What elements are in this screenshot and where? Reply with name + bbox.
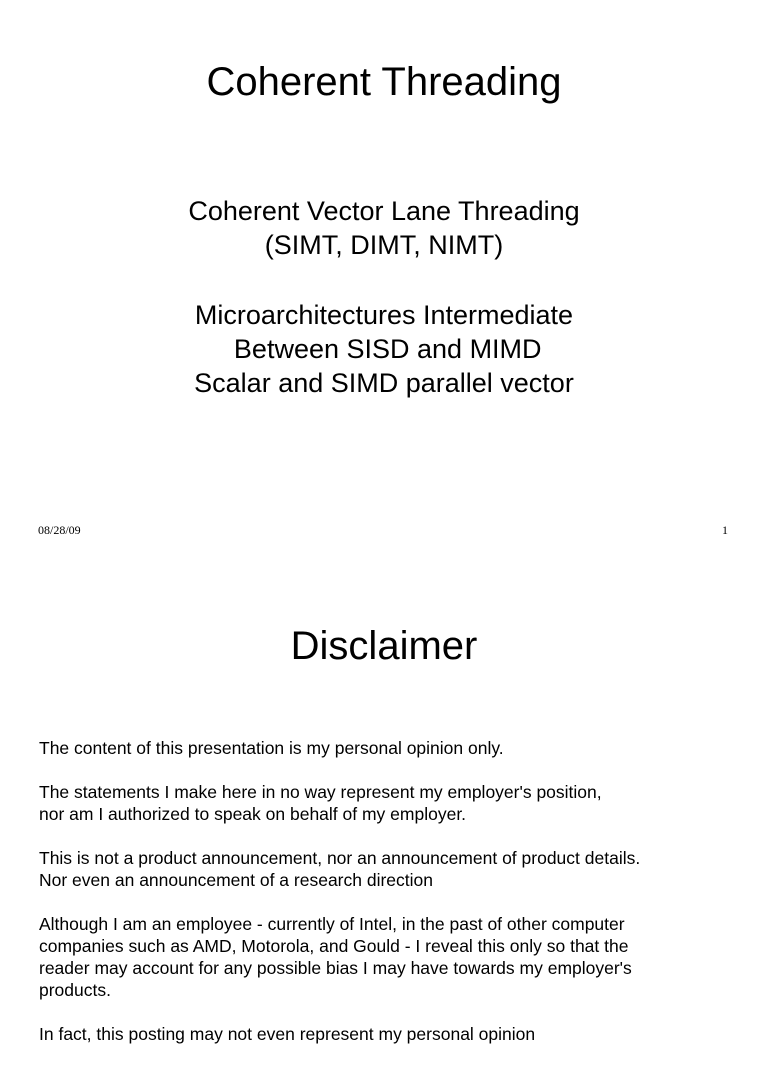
paragraph-line: This is not a product announcement, nor an announcement of product details. [39, 848, 641, 868]
subtitle-line: (SIMT, DIMT, NIMT) [264, 230, 504, 260]
paragraph [39, 913, 739, 1001]
paragraph-line: In fact, this posting may not even represent my personal opinion [39, 1024, 536, 1044]
disclaimer-body [39, 737, 739, 1067]
slide-2 [0, 560, 768, 1044]
subtitle-line: Between SISD and MIMD [226, 334, 542, 364]
slide-title: Disclaimer [290, 624, 478, 668]
paragraph-line: reader may account for any possible bias I may have towards my employer's [39, 958, 632, 978]
paragraph-line: The statements I make here in no way represent my employer's position, [39, 782, 602, 802]
subtitle-group-2 [0, 298, 768, 400]
subtitle-line: Scalar and SIMD parallel vector [194, 368, 574, 398]
paragraph-line: Nor even an announcement of a research direction [39, 870, 433, 890]
paragraph-line: products. [39, 980, 111, 1000]
paragraph-line: Although I am an employee - currently of Intel, in the past of other computer [39, 914, 625, 934]
subtitle-line: Microarchitectures Intermediate [194, 300, 574, 330]
subtitle-line: Coherent Vector Lane Threading [188, 196, 580, 226]
paragraph-line: companies such as AMD, Motorola, and Gould - I reveal this only so that the [39, 936, 629, 956]
paragraph-line: nor am I authorized to speak on behalf of my employer. [39, 804, 467, 824]
footer-page-number: 1 [722, 523, 728, 537]
paragraph [39, 1023, 739, 1045]
paragraph-line: The content of this presentation is my personal opinion only. [39, 738, 504, 758]
paragraph [39, 781, 739, 825]
paragraph [39, 737, 739, 759]
footer-date: 08/28/09 [38, 523, 81, 537]
slide-title: Coherent Threading [206, 60, 562, 104]
subtitle-group-1 [0, 194, 768, 262]
paragraph [39, 847, 739, 891]
